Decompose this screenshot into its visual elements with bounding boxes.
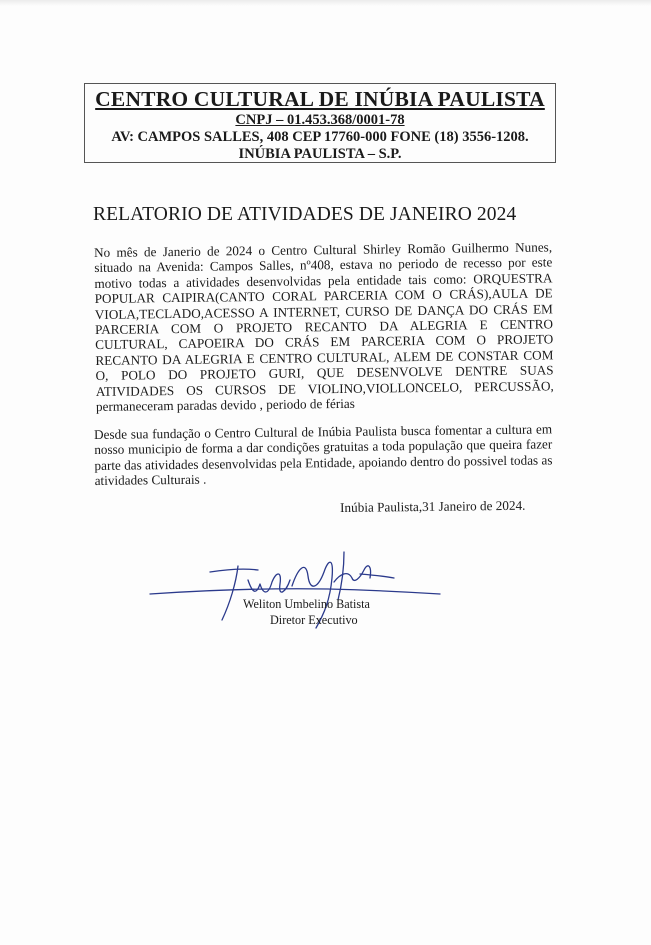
date-line: Inúbia Paulista,31 Janeiro de 2024. — [340, 497, 526, 515]
signature-stroke — [210, 569, 258, 572]
org-cnpj: CNPJ – 01.453.368/0001-78 — [235, 112, 405, 128]
org-address: AV: CAMPOS SALLES, 408 CEP 17760-000 FONE (18) 3556-1208. — [111, 129, 529, 145]
letterhead — [84, 83, 556, 163]
scan-edge — [0, 0, 651, 6]
signer-role: Diretor Executivo — [270, 613, 358, 627]
signature-stroke — [360, 574, 394, 578]
signature-stroke — [222, 566, 238, 620]
signer-name: Weliton Umbelino Batista — [243, 597, 370, 611]
paragraph-mission: Desde sua fundação o Centro Cultural de Inúbia Paulista busca fomentar a cultura em nosso municipio de forma a dar condições gratuitas a toda população que queira fazer parte das atividades desenvolvidas pela Entidade, apoiando dentro do possivel todas as atividades Culturais . — [94, 421, 553, 489]
org-name: CENTRO CULTURAL DE INÚBIA PAULISTA — [95, 87, 545, 111]
paragraph-recess: No mês de Janerio de 2024 o Centro Cultural Shirley Romão Guilhermo Nunes, situado na Avenida: Campos Salles, nº408, estava no periodo de recesso por este motivo todas a atividades desenvolvidas pela entidade tais como: ORQUESTRA POPULAR CAIPIRA(CANTO CORAL PARCERIA COM O CRÁS),AULA DE VIOLA,TECLADO,ACESSO A INTERNET, CURSO DE DANÇA DO CRÁS EM PARCERIA COM O PROJETO RECANTO DA ALEGRIA E CENTRO CULTURAL, CAPOEIRA DO CRÁS EM PARCERIA COM O PROJETO RECANTO DA ALEGRIA E CENTRO CULTURAL, ALEM DE CONSTAR COM O, POLO DO PROJETO GURI, QUE DESENVOLVE DENTRE SUAS ATIVIDADES OS CURSOS DE VIOLINO,VIOLLONCELO, PERCUSSÃO, permaneceram paradas devido , periodo de férias — [94, 239, 554, 415]
report-title: RELATORIO DE ATIVIDADES DE JANEIRO 2024 — [93, 204, 517, 225]
org-city: INÚBIA PAULISTA – S.P. — [238, 146, 402, 162]
signature-stroke — [150, 589, 440, 594]
